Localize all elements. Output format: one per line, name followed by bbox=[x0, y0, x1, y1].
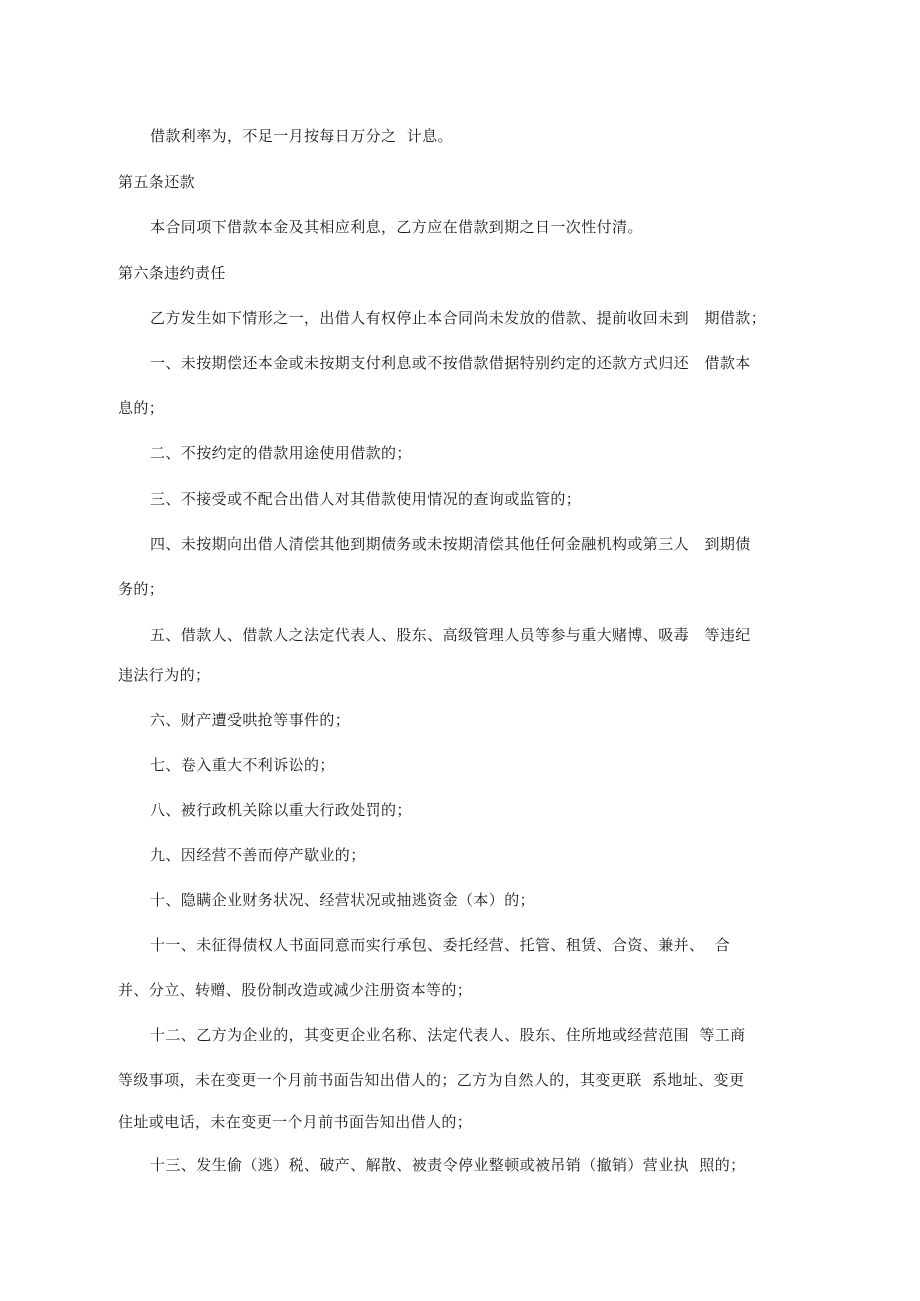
paragraph-default-intro: 乙方发生如下情形之一，出借人有权停止本合同尚未发放的借款、提前收回未到 期借款； bbox=[150, 309, 767, 327]
clause-11-line-1: 十一、未征得债权人书面同意而实行承包、委托经营、托管、租赁、合资、兼并、 合 bbox=[150, 936, 731, 954]
clause-6: 六、财产遭受哄抢等事件的； bbox=[150, 711, 351, 729]
heading-article-6-liability: 第六条违约责任 bbox=[118, 264, 226, 282]
clause-12-line-1: 十二、乙方为企业的，其变更企业名称、法定代表人、股东、住所地或经营范围 等工商 bbox=[150, 1026, 746, 1044]
clause-10: 十、隐瞒企业财务状况、经营状况或抽逃资金（本）的； bbox=[150, 891, 536, 909]
clause-2: 二、不按约定的借款用途使用借款的； bbox=[150, 444, 412, 462]
clause-1-line-2: 息的； bbox=[118, 399, 165, 417]
clause-1-line-1: 一、未按期偿还本金或未按期支付利息或不按借款借据特别约定的还款方式归还 借款本 bbox=[150, 354, 751, 372]
clause-5-line-2: 违法行为的； bbox=[118, 666, 211, 684]
paragraph-interest-rate: 借款利率为，不足一月按每日万分之 计息。 bbox=[150, 127, 453, 145]
clause-8: 八、被行政机关除以重大行政处罚的； bbox=[150, 801, 412, 819]
clause-4-line-1: 四、未按期向出借人清偿其他到期债务或未按期清偿其他任何金融机构或第三人 到期债 bbox=[150, 535, 751, 553]
heading-article-5-repayment: 第五条还款 bbox=[118, 173, 196, 191]
clause-13: 十三、发生偷（逃）税、破产、解散、被责令停业整顿或被吊销（撤销）营业执 照的； bbox=[150, 1156, 746, 1174]
clause-12-line-2: 等级事项，未在变更一个月前书面告知出借人的；乙方为自然人的，其变更联 系地址、变更 bbox=[118, 1071, 745, 1089]
paragraph-repayment: 本合同项下借款本金及其相应利息，乙方应在借款到期之日一次性付清。 bbox=[150, 218, 643, 236]
clause-4-line-2: 务的； bbox=[118, 580, 165, 598]
clause-3: 三、不接受或不配合出借人对其借款使用情况的查询或监管的； bbox=[150, 490, 582, 508]
clause-12-line-3: 住址或电话，未在变更一个月前书面告知出借人的； bbox=[118, 1113, 473, 1131]
clause-9: 九、因经营不善而停产歇业的； bbox=[150, 846, 366, 864]
clause-5-line-1: 五、借款人、借款人之法定代表人、股东、高级管理人员等参与重大赌博、吸毒 等违纪 bbox=[150, 626, 751, 644]
clause-7: 七、卷入重大不利诉讼的； bbox=[150, 756, 335, 774]
clause-11-line-2: 并、分立、转赠、股份制改造或减少注册资本等的； bbox=[118, 981, 473, 999]
